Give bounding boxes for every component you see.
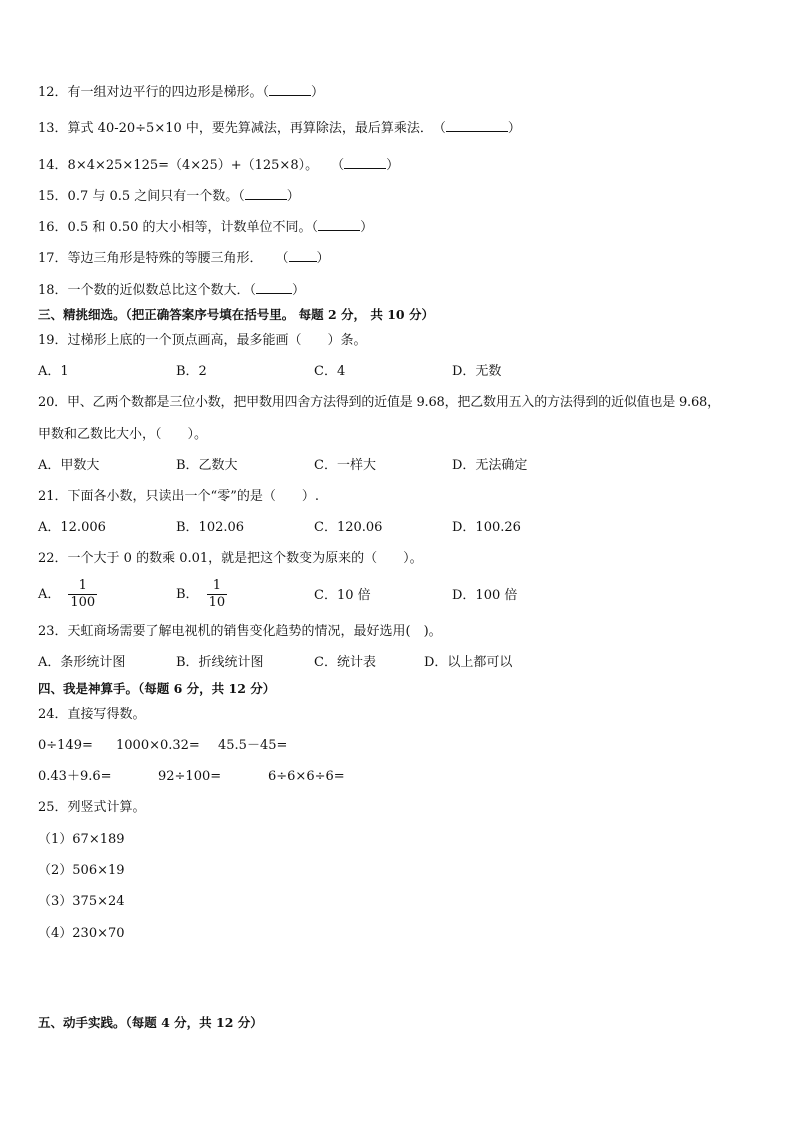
vertical-calc-item-4: （4）230×70 <box>38 926 125 941</box>
paren-close: ） <box>286 189 300 204</box>
paren-close: ） <box>311 85 325 100</box>
question-21: 21．下面各小数，只读出一个“零”的是（ ）. <box>38 489 319 504</box>
answer-blank[interactable] <box>289 248 317 262</box>
calc-item: 0÷149= <box>38 738 93 753</box>
denominator: 100 <box>70 595 96 610</box>
question-13-text: 13．算式 40-20÷5×10 中，要先算减法，再算除法，最后算乘法． （ <box>38 121 446 136</box>
answer-blank[interactable] <box>269 82 311 96</box>
question-16 <box>38 217 373 237</box>
q19-option-b[interactable]: B．2 <box>176 364 207 379</box>
q22-option-a[interactable] <box>38 578 97 611</box>
q21-option-c[interactable]: C．120.06 <box>314 520 383 535</box>
calc-item: 45.5－45= <box>218 738 288 753</box>
numerator: 1 <box>68 578 97 595</box>
question-25: 25．列竖式计算。 <box>38 800 146 815</box>
calc-item: 6÷6×6÷6= <box>268 769 345 784</box>
q23-option-a[interactable]: A．条形统计图 <box>38 655 126 670</box>
denominator: 10 <box>208 595 226 610</box>
vertical-calc-item-2: （2）506×19 <box>38 863 125 878</box>
calc-item: 0.43＋9.6= <box>38 769 112 784</box>
option-letter: A． <box>38 587 61 602</box>
question-12-text: 12．有一组对边平行的四边形是梯形。（ <box>38 85 270 100</box>
question-18 <box>38 280 305 300</box>
answer-blank[interactable] <box>256 280 292 294</box>
fraction-one-tenth <box>207 578 228 611</box>
q20-option-b[interactable]: B．乙数大 <box>176 458 238 473</box>
q21-option-a[interactable]: A．12.006 <box>38 520 106 535</box>
question-18-text: 18．一个数的近似数总比这个数大．（ <box>38 283 257 298</box>
question-14 <box>38 155 399 175</box>
q23-option-b[interactable]: B．折线统计图 <box>176 655 264 670</box>
paren-close: ） <box>360 220 374 235</box>
section-3-heading: 三、精挑细选。（把正确答案序号填在括号里。 每题 2 分， 共 10 分） <box>38 307 434 322</box>
answer-blank[interactable] <box>344 155 386 169</box>
q20-option-c[interactable]: C．一样大 <box>314 458 376 473</box>
section-4-heading: 四、我是神算手。（每题 6 分，共 12 分） <box>38 681 276 696</box>
q22-option-d[interactable]: D．100 倍 <box>452 588 518 603</box>
answer-blank[interactable] <box>318 217 360 231</box>
question-19: 19．过梯形上底的一个顶点画高，最多能画（ ）条。 <box>38 333 367 348</box>
vertical-calc-item-3: （3）375×24 <box>38 894 125 909</box>
answer-blank[interactable] <box>446 118 508 132</box>
option-letter: B． <box>176 587 199 602</box>
q23-option-d[interactable]: D．以上都可以 <box>424 655 513 670</box>
q23-option-c[interactable]: C．统计表 <box>314 655 376 670</box>
question-22: 22．一个大于 0 的数乘 0.01，就是把这个数变为原来的（ ）。 <box>38 551 423 566</box>
paren-close: ） <box>507 121 521 136</box>
q21-option-d[interactable]: D．100.26 <box>452 520 521 535</box>
q20-option-a[interactable]: A．甲数大 <box>38 458 100 473</box>
question-20-line-1: 20．甲、乙两个数都是三位小数，把甲数用四舍方法得到的近值是 9.68，把乙数用五入的方法得到的近似值也是 9.68， <box>38 395 720 410</box>
vertical-calc-item-1: （1）67×189 <box>38 832 125 847</box>
question-16-text: 16．0.5 和 0.50 的大小相等，计数单位不同。（ <box>38 220 319 235</box>
q19-option-d[interactable]: D．无数 <box>452 364 502 379</box>
fraction-one-hundredth <box>68 578 97 611</box>
calc-item: 92÷100= <box>158 769 222 784</box>
q22-option-b[interactable] <box>176 578 227 611</box>
q20-option-d[interactable]: D．无法确定 <box>452 458 528 473</box>
question-15-text: 15．0.7 与 0.5 之间只有一个数。（ <box>38 189 245 204</box>
question-15 <box>38 186 300 206</box>
paren-close: ） <box>386 158 400 173</box>
section-5-heading: 五、动手实践。（每题 4 分，共 12 分） <box>38 1015 263 1030</box>
question-17 <box>38 248 330 268</box>
question-13 <box>38 118 521 138</box>
q22-option-c[interactable]: C．10 倍 <box>314 588 371 603</box>
question-14-text: 14．8×4×25×125=（4×25）+（125×8）。 （ <box>38 158 345 173</box>
q19-option-a[interactable]: A．1 <box>38 364 69 379</box>
question-20-line-2: 甲数和乙数比大小，（ ）。 <box>38 427 208 442</box>
q21-option-b[interactable]: B．102.06 <box>176 520 245 535</box>
paren-close: ） <box>316 251 330 266</box>
answer-blank[interactable] <box>245 186 287 200</box>
paren-close: ） <box>292 283 306 298</box>
question-23: 23．天虹商场需要了解电视机的销售变化趋势的情况，最好选用( )。 <box>38 624 442 639</box>
question-17-text: 17．等边三角形是特殊的等腰三角形． （ <box>38 251 289 266</box>
question-12 <box>38 82 324 102</box>
numerator: 1 <box>207 578 228 595</box>
calc-item: 1000×0.32= <box>116 738 200 753</box>
question-24: 24．直接写得数。 <box>38 707 146 722</box>
q19-option-c[interactable]: C．4 <box>314 364 346 379</box>
